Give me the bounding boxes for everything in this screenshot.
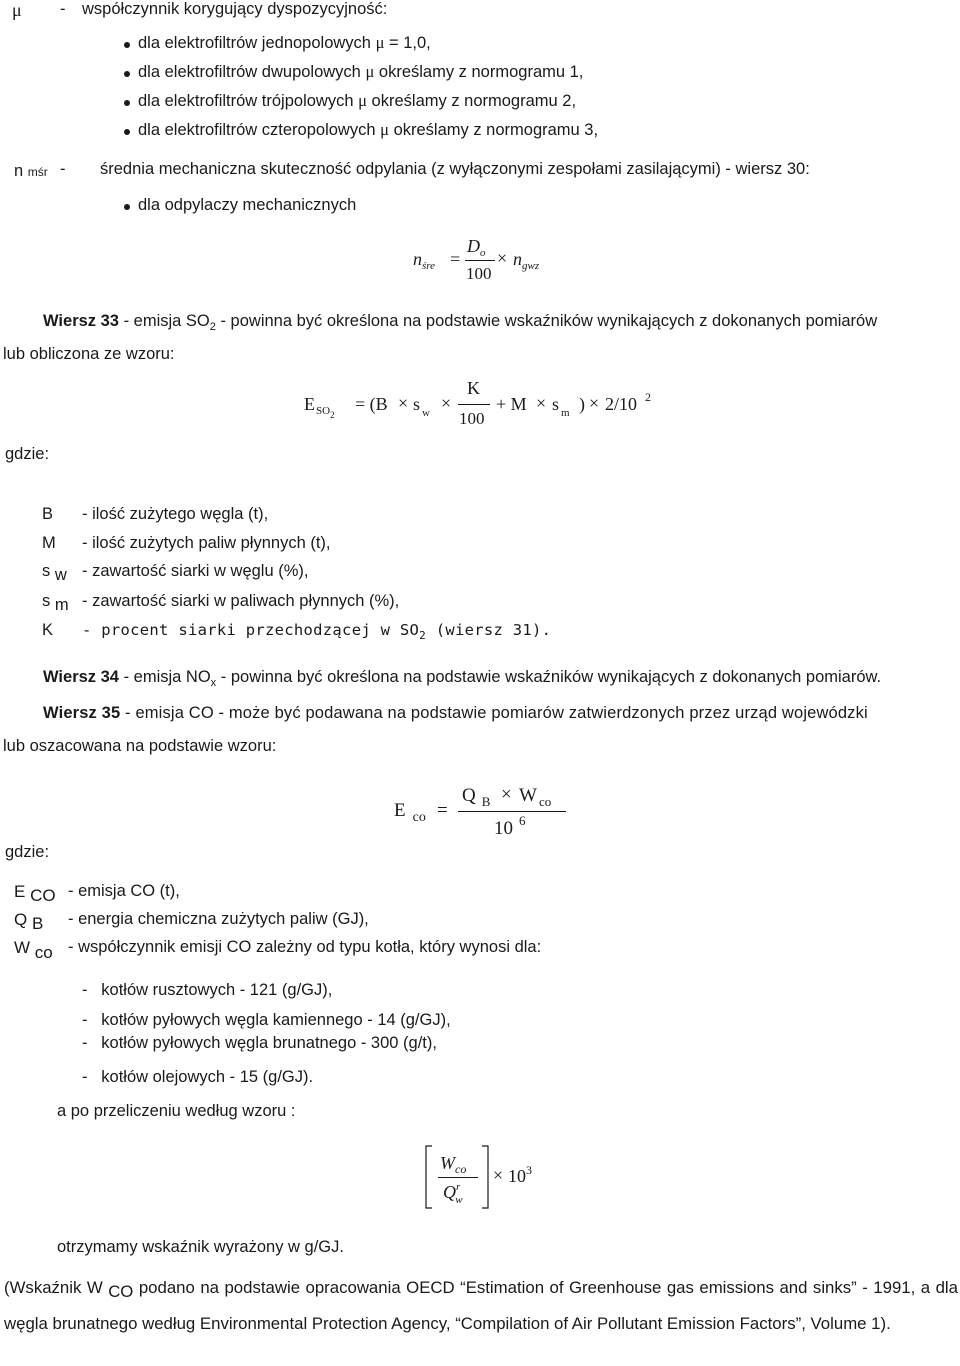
fraction-line [458, 404, 490, 405]
def-desc: - energia chemiczna zużytych paliw (GJ), [68, 910, 369, 928]
def-sym: E CO [14, 882, 56, 905]
mu-item-4: dla elektrofiltrów czteropolowych μ określamy z normogramu 3, [138, 120, 599, 139]
formula-eq: = [437, 800, 448, 821]
after-text: a po przeliczeniu według wzoru : [57, 1102, 296, 1120]
formula-times: × [493, 1165, 504, 1185]
list-item: - kotłów pyłowych węgla brunatnego - 300 (g/t), [82, 1034, 437, 1052]
formula-times: × [497, 248, 508, 268]
def-sym: M [42, 534, 56, 552]
fraction-line [458, 811, 566, 812]
formula-den: 100 [466, 264, 492, 283]
formula-close: ) [579, 394, 585, 414]
formula-num: $D_o$ [467, 236, 486, 259]
formula-times: × [441, 393, 452, 413]
formula-w: W $_{co}$ [519, 785, 552, 809]
row34-line: Wiersz 34 - emisja $NO_x$ - powinna być określona na podstawie wskaźników wynikających z dokonanych pomiarów. [43, 668, 882, 689]
formula-times: × [589, 393, 600, 413]
formula-e: E $_{co}$ [394, 800, 426, 825]
row33-line2: lub obliczona ze wzoru: [3, 345, 175, 363]
list-item: - kotłów olejowych - 15 (g/GJ). [82, 1068, 314, 1086]
list-item: - kotłów rusztowych - 121 (g/GJ), [82, 981, 333, 999]
def-sym: W co [14, 938, 53, 962]
def-desc-k: - procent siarki przechodzącej w $SO_2$ (wiersz 31). [82, 621, 552, 642]
formula-lhs: $n_{śre}$ [413, 249, 436, 272]
def-sym: K [42, 621, 54, 639]
def-desc: - ilość zużytych paliw płynnych (t), [82, 534, 331, 552]
nsr-dash: - [60, 160, 66, 178]
bullet [124, 100, 130, 106]
formula-sw: s $_w$ [413, 394, 430, 419]
formula-times: × [536, 393, 547, 413]
gdzie-label: gdzie: [5, 843, 50, 861]
def-sym: s m [42, 592, 69, 614]
mu-symbol: μ [12, 0, 22, 20]
formula-plus-m: + M [496, 394, 527, 414]
nsr-symbol: n mśr [14, 162, 48, 180]
formula-frac-den: 100 [459, 409, 485, 428]
note-paragraph: (Wskaźnik W CO podano na podstawie opracowania OECD “Estimation of Greenhouse gas emissions and sinks” - 1991, a dla węgla brunatnego według Environmental Protection Agency, “Compilation of Air Pollutant Emission Factors”, Volume 1). [4, 1278, 958, 1333]
formula-eq: = [450, 249, 461, 269]
def-sym: Q B [14, 910, 44, 933]
formula-e: $E_{SO2}$ [304, 394, 335, 420]
def-sym: s w [42, 562, 67, 584]
nsr-title: średnia mechaniczna skuteczność odpylania (z wyłączonymi zespołami zasilającymi) - wiersz 30: [100, 160, 810, 178]
formula-eq-b: = (B [355, 394, 388, 414]
fraction-line [438, 1177, 478, 1178]
result-text: otrzymamy wskaźnik wyrażony w g/GJ. [57, 1238, 344, 1256]
def-desc: - emisja CO (t), [68, 882, 180, 900]
bullet [124, 71, 130, 77]
formula-sm: s $_m$ [552, 394, 570, 419]
formula-den: 10 $^6$ [494, 813, 526, 839]
bullet [124, 129, 130, 135]
formula-times: × [398, 393, 409, 413]
fraction-line [465, 260, 495, 261]
def-sym: B [42, 505, 54, 523]
row35-line2: lub oszacowana na podstawie wzoru: [3, 737, 277, 755]
mu-item-1: dla elektrofiltrów jednopolowych μ = 1,0, [138, 33, 431, 52]
formula-pow: $10^3$ [508, 1163, 532, 1186]
mu-item-3: dla elektrofiltrów trójpolowych μ określamy z normogramu 2, [138, 91, 577, 110]
formula-den: $Q^r_w$ [443, 1181, 463, 1206]
mu-dash: - [60, 0, 66, 18]
bullet [124, 204, 130, 210]
nsr-item: dla odpylaczy mechanicznych [138, 196, 357, 214]
formula-rhs: $n_{gwz}$ [513, 249, 540, 272]
mu-title: współczynnik korygujący dyspozycyjność: [82, 0, 388, 18]
bullet [124, 42, 130, 48]
def-desc: - zawartość siarki w węglu (%), [82, 562, 309, 580]
formula-times: × [501, 784, 512, 805]
formula-frac-num: K [467, 378, 480, 398]
row33-line1: Wiersz 33 - emisja $SO_2$ - powinna być określona na podstawie wskaźników wynikających z dokonanych pomiarów [43, 312, 878, 333]
def-desc: - zawartość siarki w paliwach płynnych (%), [82, 592, 400, 610]
row35-line1: Wiersz 35 - emisja CO - może być podawana na podstawie pomiarów zatwierdzonych przez urząd wojewódzki [43, 704, 868, 722]
list-item: - kotłów pyłowych węgla kamiennego - 14 (g/GJ), [82, 1011, 451, 1029]
def-desc: - ilość zużytego węgla (t), [82, 505, 269, 523]
formula-q: Q $_B$ [462, 785, 491, 809]
mu-item-2: dla elektrofiltrów dwupolowych μ określamy z normogramu 1, [138, 62, 584, 81]
formula-num: $W_{co}$ [440, 1153, 467, 1176]
gdzie-label: gdzie: [5, 445, 50, 463]
formula-tail: 2/10 $^2$ [605, 390, 652, 414]
def-desc: - współczynnik emisji CO zależny od typu kotła, który wynosi dla: [68, 938, 542, 956]
